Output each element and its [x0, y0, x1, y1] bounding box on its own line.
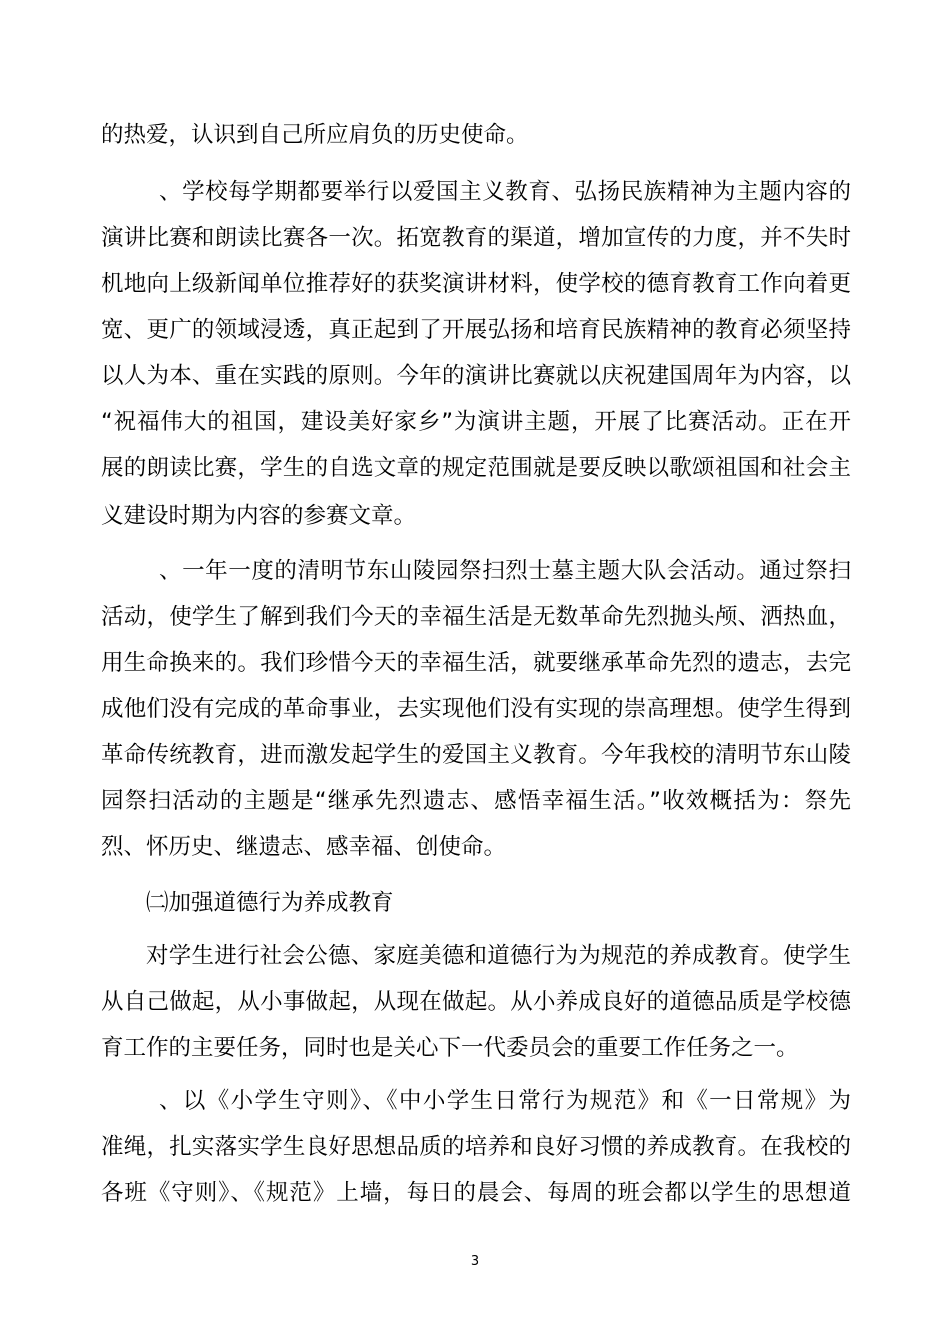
text-line: 成他们没有完成的革命事业，去实现他们没有实现的崇高理想。使学生得到	[101, 696, 851, 722]
text-line: 从自己做起，从小事做起，从现在做起。从小养成良好的道德品质是学校德	[101, 989, 851, 1015]
text-line: 宽、更广的领域浸透，真正起到了开展弘扬和培育民族精神的教育必须坚持	[101, 317, 851, 343]
text-line: 对学生进行社会公德、家庭美德和道德行为为规范的养成教育。使学生	[146, 943, 851, 969]
text-line: 育工作的主要任务，同时也是关心下一代委员会的重要工作任务之一。	[101, 1035, 799, 1061]
text-line: 机地向上级新闻单位推荐好的获奖演讲材料，使学校的德育教育工作向着更	[101, 271, 851, 297]
text-line: 演讲比赛和朗读比赛各一次。拓宽教育的渠道，增加宣传的力度，并不失时	[101, 225, 851, 251]
text-line: 烈、怀历史、继遗志、感幸福、创使命。	[101, 834, 507, 860]
text-line: 革命传统教育，进而激发起学生的爱国主义教育。今年我校的清明节东山陵	[101, 742, 851, 768]
text-line: 准绳，扎实落实学生良好思想品质的培养和良好习惯的养成教育。在我校的	[101, 1134, 851, 1160]
page-number: 3	[470, 1254, 480, 1269]
section-heading: ㈡加强道德行为养成教育	[146, 890, 394, 916]
text-line: 义建设时期为内容的参赛文章。	[101, 503, 417, 529]
text-line: 用生命换来的。我们珍惜今天的幸福生活，就要继承革命先烈的遗志，去完	[101, 650, 851, 676]
text-line: 、一年一度的清明节东山陵园祭扫烈士墓主题大队会活动。通过祭扫	[159, 558, 851, 584]
text-line: 的热爱，认识到自己所应肩负的历史使命。	[101, 122, 529, 148]
text-line: “祝福伟大的祖国，建设美好家乡”为演讲主题，开展了比赛活动。正在开	[101, 409, 851, 435]
text-line: 、以《小学生守则》、《中小学生日常行为规范》和《一日常规》为	[159, 1088, 851, 1114]
text-line: 活动，使学生了解到我们今天的幸福生活是无数革命先烈抛头颅、洒热血，	[101, 604, 851, 630]
text-line: 以人为本、重在实践的原则。今年的演讲比赛就以庆祝建国周年为内容，以	[101, 363, 851, 389]
text-line: 各班《守则》、《规范》上墙，每日的晨会、每周的班会都以学生的思想道	[101, 1180, 851, 1206]
text-line: 展的朗读比赛，学生的自选文章的规定范围就是要反映以歌颂祖国和社会主	[101, 455, 851, 481]
text-line: 园祭扫活动的主题是“继承先烈遗志、感悟幸福生活。”收效概括为：祭先	[101, 788, 851, 814]
text-line: 、学校每学期都要举行以爱国主义教育、弘扬民族精神为主题内容的	[159, 179, 851, 205]
